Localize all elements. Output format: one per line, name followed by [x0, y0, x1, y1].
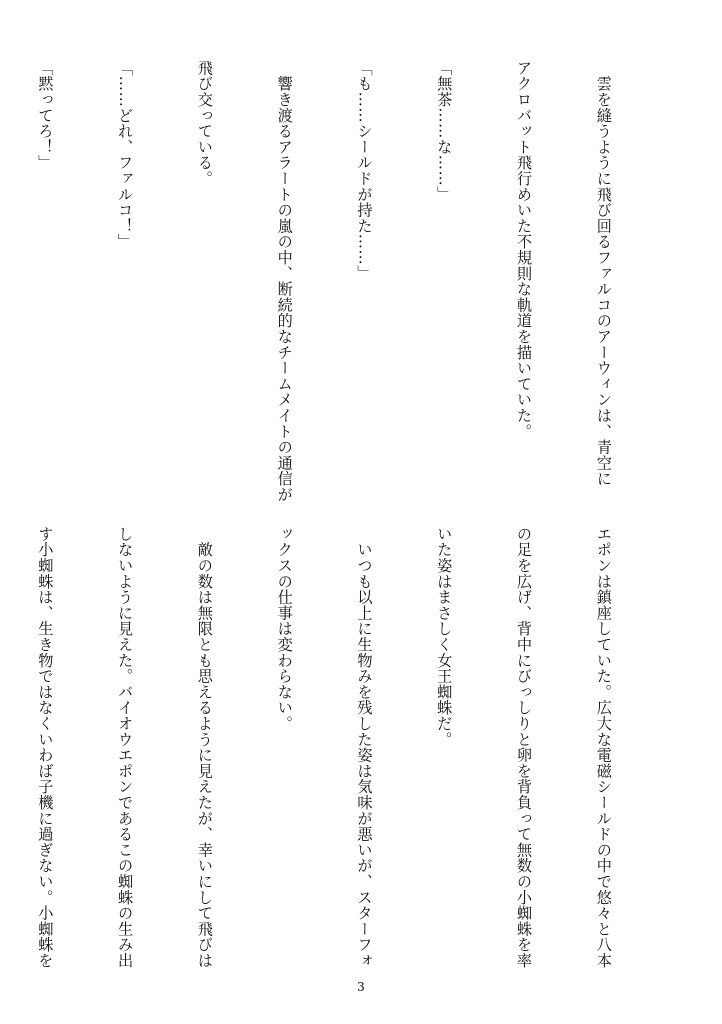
text-line: の足を広げ、背中にびっしりと卵を背負って無数の小蜘蛛を率 — [515, 526, 534, 969]
bottom-text-column — [0, 526, 670, 972]
text-line: 飛び交っている。 — [195, 60, 214, 187]
page-number: 3 — [357, 980, 365, 994]
dialogue-line: 「……どれ、ファルコ！」 — [116, 60, 135, 250]
text-line: いつも以上に生物みを残した姿は気味が悪いが、スターフォ — [355, 526, 374, 969]
dialogue-line: 「も……シールドが持た……」 — [355, 60, 374, 282]
text-line: アクロバット飛行めいた不規則な軌道を描いていた。 — [515, 60, 534, 440]
text-line: 雲を縫うように飛び回るファルコのアーウィンは、青空に — [594, 60, 613, 487]
text-line: す小蜘蛛は、生き物ではなくいわば子機に過ぎない。小蜘蛛を — [36, 526, 55, 969]
dialogue-line: 「黙ってろ！」 — [36, 60, 55, 171]
text-line: 響き渡るアラートの嵐の中、断続的なチームメイトの通信が — [275, 60, 294, 503]
text-line: エポンは鎮座していた。広大な電磁シールドの中で悠々と八本 — [594, 526, 613, 969]
dialogue-line: 「無茶……な……」 — [435, 60, 454, 203]
text-line: ックスの仕事は変わらない。 — [275, 526, 294, 732]
text-line: しないように見えた。バイオウエポンであるこの蜘蛛の生み出 — [116, 526, 135, 969]
top-text-column — [0, 60, 670, 503]
text-line: いた姿はまさしく女王蜘蛛だ。 — [435, 526, 454, 748]
text-line: 敵の数は無限とも思えるように見えたが、幸いにして飛びは — [195, 526, 214, 969]
